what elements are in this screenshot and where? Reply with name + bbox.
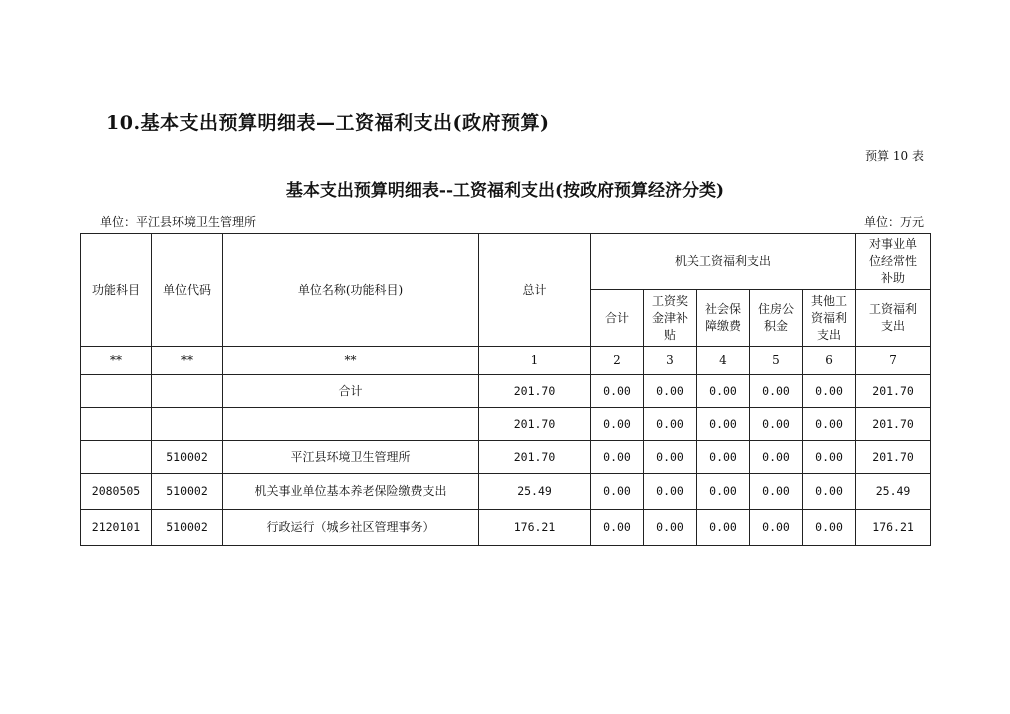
table-row	[81, 474, 931, 510]
value-cell: 0.00	[644, 510, 697, 546]
document-heading: 10.基本支出预算明细表—工资福利支出(政府预算)	[106, 112, 550, 134]
table-row	[81, 408, 931, 441]
index-cell: 4	[697, 347, 750, 375]
unit-name-cell: 行政运行（城乡社区管理事务）	[223, 510, 479, 546]
header-sub-wages: 工资奖金津补贴	[644, 290, 697, 347]
value-cell: 0.00	[697, 510, 750, 546]
value-cell: 0.00	[591, 375, 644, 408]
header-sub-housing-fund: 住房公积金	[750, 290, 803, 347]
value-cell: 0.00	[803, 474, 856, 510]
budget-table	[80, 233, 931, 546]
index-cell: 2	[591, 347, 644, 375]
header-sub-total: 合计	[591, 290, 644, 347]
table-number: 预算 10 表	[865, 149, 924, 163]
total-cell: 176.21	[479, 510, 591, 546]
value-cell: 201.70	[856, 408, 931, 441]
value-cell: 0.00	[750, 375, 803, 408]
value-cell: 0.00	[697, 441, 750, 474]
currency-unit: 单位：万元	[863, 215, 924, 229]
index-cell: 3	[644, 347, 697, 375]
index-cell: 1	[479, 347, 591, 375]
value-cell: 0.00	[644, 408, 697, 441]
total-cell: 201.70	[479, 375, 591, 408]
unit-code-cell: 510002	[152, 474, 223, 510]
header-sub-other: 其他工资福利支出	[803, 290, 856, 347]
value-cell: 201.70	[856, 375, 931, 408]
value-cell: 0.00	[803, 441, 856, 474]
func-code-cell	[81, 408, 152, 441]
func-code-cell: 2080505	[81, 474, 152, 510]
value-cell: 0.00	[697, 408, 750, 441]
value-cell: 0.00	[750, 408, 803, 441]
unit-code-cell: 510002	[152, 441, 223, 474]
index-cell: 7	[856, 347, 931, 375]
value-cell: 0.00	[750, 510, 803, 546]
value-cell: 201.70	[856, 441, 931, 474]
table-row	[81, 441, 931, 474]
func-code-cell: 2120101	[81, 510, 152, 546]
index-row	[81, 347, 931, 375]
func-code-cell	[81, 441, 152, 474]
unit-name-cell	[223, 408, 479, 441]
unit-code-cell	[152, 408, 223, 441]
total-cell: 25.49	[479, 474, 591, 510]
value-cell: 0.00	[644, 474, 697, 510]
value-cell: 0.00	[591, 474, 644, 510]
reporting-unit: 单位：平江县环境卫生管理所	[100, 215, 257, 229]
value-cell: 25.49	[856, 474, 931, 510]
index-cell: 6	[803, 347, 856, 375]
unit-name-cell: 机关事业单位基本养老保险缴费支出	[223, 474, 479, 510]
unit-code-cell: 510002	[152, 510, 223, 546]
header-subsidy-group: 对事业单位经常性补助	[856, 234, 931, 290]
table-row	[81, 375, 931, 408]
value-cell: 0.00	[803, 408, 856, 441]
value-cell: 0.00	[591, 510, 644, 546]
value-cell: 0.00	[697, 474, 750, 510]
value-cell: 0.00	[750, 474, 803, 510]
header-subsidy-sub: 工资福利支出	[856, 290, 931, 347]
value-cell: 0.00	[697, 375, 750, 408]
header-unit-name: 单位名称(功能科目)	[223, 234, 479, 347]
unit-name-cell: 合计	[223, 375, 479, 408]
value-cell: 0.00	[591, 408, 644, 441]
value-cell: 0.00	[644, 375, 697, 408]
index-cell: **	[81, 347, 152, 375]
table-row	[81, 510, 931, 546]
value-cell: 0.00	[591, 441, 644, 474]
index-cell: **	[223, 347, 479, 375]
value-cell: 176.21	[856, 510, 931, 546]
index-cell: **	[152, 347, 223, 375]
header-unit-code: 单位代码	[152, 234, 223, 347]
func-code-cell	[81, 375, 152, 408]
value-cell: 0.00	[750, 441, 803, 474]
header-total: 总计	[479, 234, 591, 347]
value-cell: 0.00	[644, 441, 697, 474]
total-cell: 201.70	[479, 408, 591, 441]
unit-code-cell	[152, 375, 223, 408]
table-title: 基本支出预算明细表--工资福利支出(按政府预算经济分类)	[285, 181, 725, 201]
value-cell: 0.00	[803, 510, 856, 546]
unit-name-cell: 平江县环境卫生管理所	[223, 441, 479, 474]
total-cell: 201.70	[479, 441, 591, 474]
value-cell: 0.00	[803, 375, 856, 408]
header-sub-social-security: 社会保障缴费	[697, 290, 750, 347]
header-func-code: 功能科目	[81, 234, 152, 347]
header-org-group: 机关工资福利支出	[591, 234, 856, 290]
index-cell: 5	[750, 347, 803, 375]
